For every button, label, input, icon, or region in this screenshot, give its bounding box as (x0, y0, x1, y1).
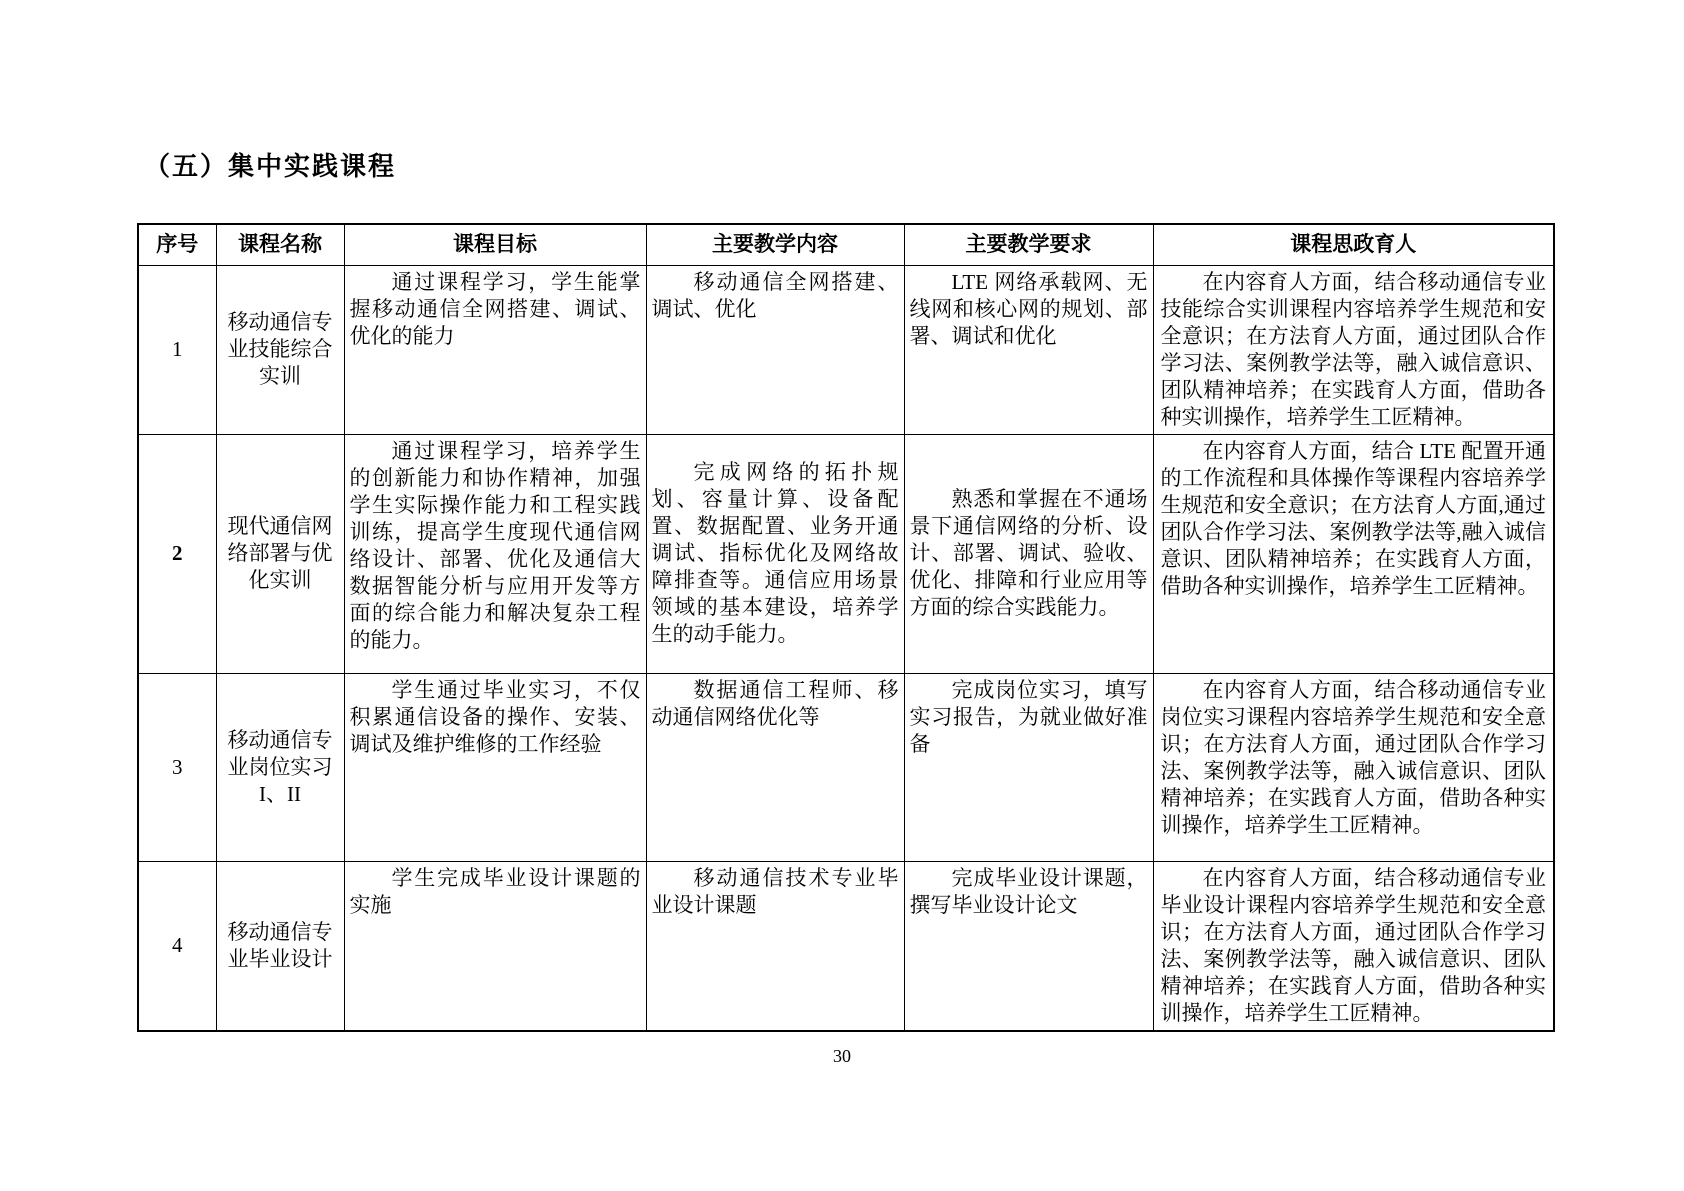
cell-teaching-content: 移动通信全网搭建、调试、优化 (646, 265, 904, 434)
cell-seq: 3 (138, 673, 216, 861)
cell-ideology: 在内容育人方面，结合移动通信专业技能综合实训课程内容培养学生规范和安全意识；在方法育人方面，通过团队合作学习法、案例教学法等，融入诚信意识、团队精神培养；在实践育人方面，借助各种实训操作，培养学生工匠精神。 (1153, 265, 1554, 434)
cell-seq: 2 (138, 434, 216, 673)
header-ideology: 课程思政育人 (1153, 224, 1554, 265)
cell-teaching-requirement: 熟悉和掌握在不通场景下通信网络的分析、设计、部署、调试、验收、优化、排障和行业应用等方面的综合实践能力。 (904, 434, 1153, 673)
table-row (138, 861, 1554, 1031)
table-header-row (138, 224, 1554, 265)
cell-teaching-content: 移动通信技术专业毕业设计课题 (646, 861, 904, 1031)
header-teaching-content: 主要教学内容 (646, 224, 904, 265)
cell-teaching-requirement: 完成岗位实习，填写实习报告，为就业做好准备 (904, 673, 1153, 861)
cell-course-name: 现代通信网络部署与优化实训 (216, 434, 344, 673)
table-row (138, 673, 1554, 861)
cell-ideology: 在内容育人方面，结合移动通信专业毕业设计课程内容培养学生规范和安全意识；在方法育人方面，通过团队合作学习法、案例教学法等，融入诚信意识、团队精神培养；在实践育人方面，借助各种实训操作，培养学生工匠精神。 (1153, 861, 1554, 1031)
table-row (138, 265, 1554, 434)
cell-teaching-content: 完成网络的拓扑规划、容量计算、设备配置、数据配置、业务开通调试、指标优化及网络故障排查等。通信应用场景领域的基本建设，培养学生的动手能力。 (646, 434, 904, 673)
cell-seq: 4 (138, 861, 216, 1031)
header-course-name: 课程名称 (216, 224, 344, 265)
cell-teaching-requirement: 完成毕业设计课题，撰写毕业设计论文 (904, 861, 1153, 1031)
header-teaching-requirement: 主要教学要求 (904, 224, 1153, 265)
table-row (138, 434, 1554, 673)
practice-course-table (137, 223, 1555, 1032)
cell-ideology: 在内容育人方面，结合移动通信专业岗位实习课程内容培养学生规范和安全意识；在方法育人方面，通过团队合作学习法、案例教学法等，融入诚信意识、团队精神培养；在实践育人方面，借助各种实训操作，培养学生工匠精神。 (1153, 673, 1554, 861)
cell-course-name: 移动通信专业毕业设计 (216, 861, 344, 1031)
header-seq: 序号 (138, 224, 216, 265)
section-title: （五）集中实践课程 (144, 152, 397, 181)
cell-ideology: 在内容育人方面，结合 LTE 配置开通的工作流程和具体操作等课程内容培养学生规范和安全意识；在方法育人方面,通过团队合作学习法、案例教学法等,融入诚信意识、团队精神培养；在实践育人方面，借助各种实训操作，培养学生工匠精神。 (1153, 434, 1554, 673)
cell-course-goal: 学生通过毕业实习，不仅积累通信设备的操作、安装、调试及维护维修的工作经验 (344, 673, 646, 861)
page-number: 30 (833, 1046, 851, 1066)
cell-course-goal: 通过课程学习，学生能掌握移动通信全网搭建、调试、优化的能力 (344, 265, 646, 434)
cell-course-goal: 学生完成毕业设计课题的实施 (344, 861, 646, 1031)
cell-course-goal: 通过课程学习，培养学生的创新能力和协作精神，加强学生实际操作能力和工程实践训练，提高学生度现代通信网络设计、部署、优化及通信大数据智能分析与应用开发等方面的综合能力和解决复杂工程的能力。 (344, 434, 646, 673)
cell-teaching-content: 数据通信工程师、移动通信网络优化等 (646, 673, 904, 861)
cell-teaching-requirement: LTE 网络承载网、无线网和核心网的规划、部署、调试和优化 (904, 265, 1153, 434)
cell-seq: 1 (138, 265, 216, 434)
cell-course-name: 移动通信专业岗位实习I、II (216, 673, 344, 861)
cell-course-name: 移动通信专业技能综合实训 (216, 265, 344, 434)
header-course-goal: 课程目标 (344, 224, 646, 265)
